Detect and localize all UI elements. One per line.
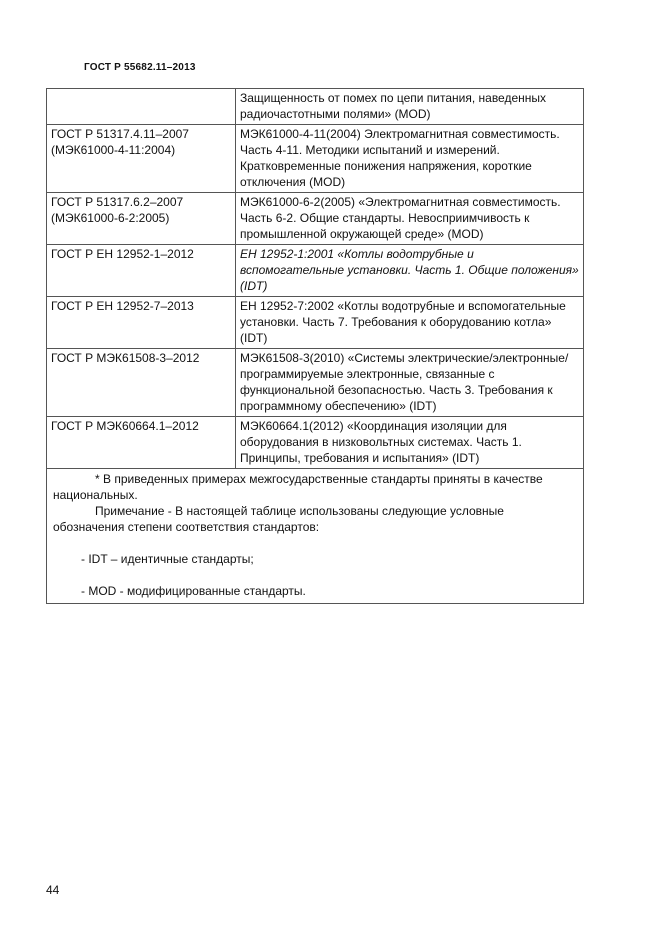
national-standard-cell: ГОСТ Р 51317.4.11–2007 (МЭК61000-4-11:2004) [47, 125, 236, 193]
national-standard-cell [47, 89, 236, 125]
table-notes-row [47, 469, 584, 604]
page-number: 44 [46, 883, 60, 897]
standards-correspondence-table [46, 88, 584, 604]
international-standard-cell: МЭК61000-4-11(2004) Электромагнитная совместимость. Часть 4-11. Методики испытаний и измерений. Кратковременные понижения напряжения, короткие отключения (MOD) [236, 125, 584, 193]
national-standard-cell: ГОСТ Р 51317.6.2–2007 (МЭК61000-6-2:2005) [47, 193, 236, 245]
footnote-text: * В приведенных примерах межгосударственные стандарты приняты в качестве национальных. [53, 472, 543, 502]
table-row [47, 417, 584, 469]
table-row [47, 89, 584, 125]
table-row [47, 297, 584, 349]
international-standard-cell: МЭК60664.1(2012) «Координация изоляции для оборудования в низковольтных системах. Часть 1. Принципы, требования и испытания» (IDT) [236, 417, 584, 469]
national-standard-cell: ГОСТ Р ЕН 12952-1–2012 [47, 245, 236, 297]
national-standard-cell: ГОСТ Р ЕН 12952-7–2013 [47, 297, 236, 349]
document-code-header: ГОСТ Р 55682.11–2013 [84, 62, 196, 73]
international-standard-cell: Защищенность от помех по цепи питания, наведенных радиочастотными полями» (MOD) [236, 89, 584, 125]
international-standard-cell: ЕН 12952-7:2002 «Котлы водотрубные и вспомогательные установки. Часть 7. Требования к оборудованию котла» (IDT) [236, 297, 584, 349]
national-standard-cell: ГОСТ Р МЭК61508-3–2012 [47, 349, 236, 417]
international-standard-cell: МЭК61000-6-2(2005) «Электромагнитная совместимость. Часть 6-2. Общие стандарты. Невосприимчивость к промышленной окружающей среде» (MOD) [236, 193, 584, 245]
table-row [47, 193, 584, 245]
table-row [47, 245, 584, 297]
table-notes-cell [47, 469, 584, 604]
note-text: Примечание - В настоящей таблице использованы следующие условные обозначения степени соответствия стандартов: [53, 504, 504, 534]
legend-item: - IDT – идентичные стандарты; [81, 552, 254, 566]
table-row [47, 125, 584, 193]
national-standard-cell: ГОСТ Р МЭК60664.1–2012 [47, 417, 236, 469]
international-standard-cell: ЕН 12952-1:2001 «Котлы водотрубные и вспомогательные установки. Часть 1. Общие положения» (IDT) [236, 245, 584, 297]
legend-item: - MOD - модифицированные стандарты. [81, 584, 306, 598]
international-standard-cell: МЭК61508-3(2010) «Системы электрические/электронные/программируемые электронные, связанные с функциональной безопасностью. Часть 3. Требования к программному обеспечению» (IDT) [236, 349, 584, 417]
table-row [47, 349, 584, 417]
